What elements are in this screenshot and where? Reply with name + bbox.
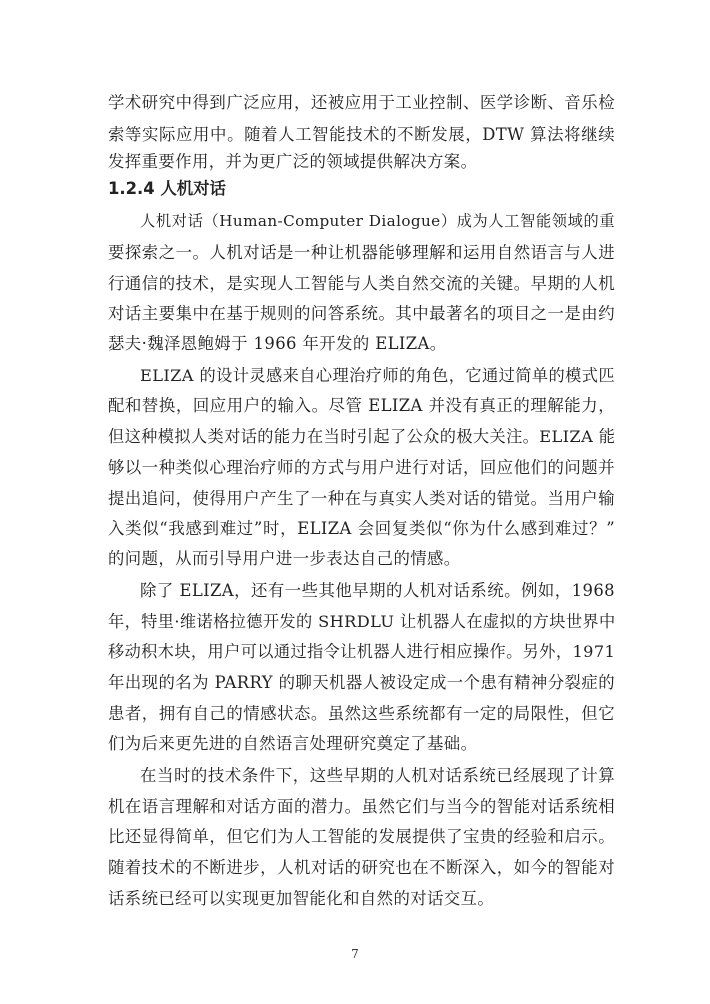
text-line: 在当时的技术条件下，这些早期的人机对话系统已经展现了计算 [140,766,615,785]
text-line: 移动积木块，用户可以通过指令让机器人进行相应操作。另外，1971 [108,642,616,661]
text-line: 但这种模拟人类对话的能力在当时引起了公众的极大关注。ELIZA 能 [108,427,616,446]
section-heading: 1.2.4 人机对话 [108,179,226,198]
text-line: 患者，拥有自己的情感状态。虽然这些系统都有一定的局限性，但它 [108,704,615,723]
text-line: 机在语言理解和对话方面的潜力。虽然它们与当今的智能对话系统相 [108,797,615,816]
text-line: 话系统已经可以实现更加智能化和自然的对话交互。 [108,889,495,908]
text-line: 行通信的技术，是实现人工智能与人类自然交流的关键。早期的人机 [108,274,615,293]
text-line: 瑟夫·魏泽恩鲍姆于 1966 年开发的 ELIZA。 [108,334,447,353]
text-line: 比还显得简单，但它们为人工智能的发展提供了宝贵的经验和启示。 [108,827,615,846]
text-line: 发挥重要作用，并为更广泛的领域提供解决方案。 [108,152,478,171]
text-line: 年，特里·维诺格拉德开发的 SHRDLU 让机器人在虚拟的方块世界中 [108,612,616,631]
page-number: 7 [351,947,359,961]
text-line: 要探索之一。人机对话是一种让机器能够理解和运用自然语言与人进 [108,243,615,262]
text-line: 的问题，从而引导用户进一步表达自己的情感。 [108,549,461,568]
text-line: 学术研究中得到广泛应用，还被应用于工业控制、医学诊断、音乐检 [108,93,615,112]
text-line: 随着技术的不断进步，人机对话的研究也在不断深入，如今的智能对 [108,858,615,877]
text-line: 对话主要集中在基于规则的问答系统。其中最著名的项目之一是由约 [108,304,615,323]
text-line: 索等实际应用中。随着人工智能技术的不断发展，DTW 算法将继续 [108,125,615,144]
text-line: 人机对话（Human-Computer Dialogue）成为人工智能领域的重 [140,212,615,230]
text-line: 们为后来更先进的自然语言处理研究奠定了基础。 [108,734,478,753]
text-line: 提出追问，使得用户产生了一种在与真实人类对话的错觉。当用户输 [108,489,615,508]
text-line: 除了 ELIZA，还有一些其他早期的人机对话系统。例如，1968 [140,581,615,600]
text-line: ELIZA 的设计灵感来自心理治疗师的角色，它通过简单的模式匹 [140,366,615,385]
text-line: 够以一种类似心理治疗师的方式与用户进行对话，回应他们的问题并 [108,458,615,477]
text-line: 年出现的名为 PARRY 的聊天机器人被设定成一个患有精神分裂症的 [108,673,615,692]
text-line: 入类似“我感到难过”时，ELIZA 会回复类似“你为什么感到难过？” [108,519,615,538]
text-line: 配和替换，回应用户的输入。尽管 ELIZA 并没有真正的理解能力， [108,396,615,415]
